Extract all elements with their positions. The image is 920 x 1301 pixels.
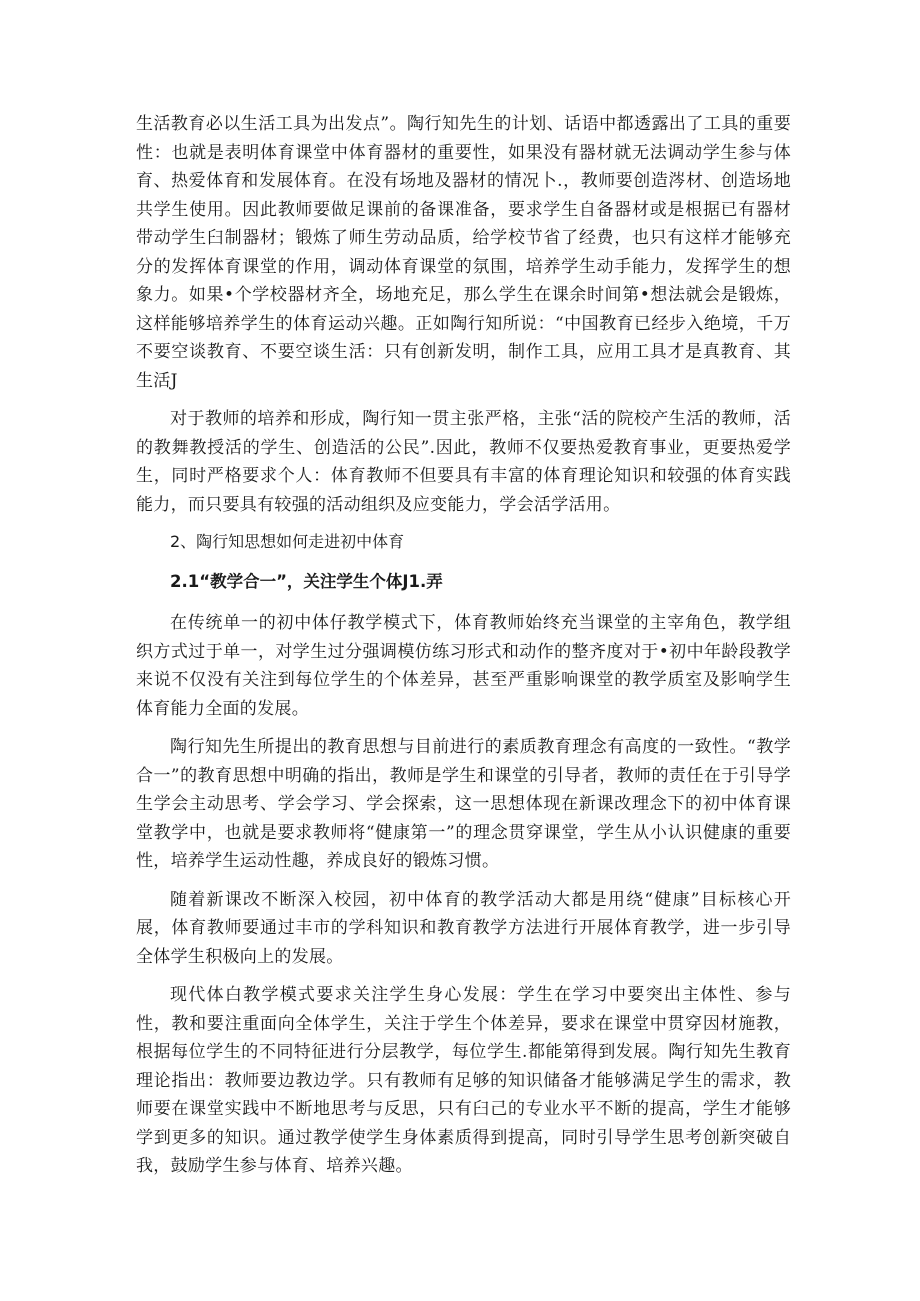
section-heading: 2、陶行知思想如何走进初中体育	[170, 532, 405, 551]
paragraph-teacher-training: 对于教师的培养和形成，陶行知一贯主张严格，主张“活的院校产生活的教师，活的教舞教授活的学生、创造活的公民”.因此，教师不仅要热爱教育事业，更要热爱学生，同时严格要求个人：体育教师不但要具有丰富的体育理论知识和较强的体育实践能力，而只要具有较强的活动组织及应变能力，学会活学活用。	[136, 409, 791, 515]
paragraph-modern-model: 现代体白教学模式要求关注学生身心发展：学生在学习中要突出主体性、参与性，教和要注重面向全体学生，关注于学生个体差异，要求在课堂中贯穿因材施教，根据每位学生的不同特征进行分层教学，每位学生.都能第得到发展。陶行知先生教育理论指出：教师要边教边学。只有教师有足够的知识储备才能够满足学生的需求，教师要在课堂实践中不断地思考与反思，只有臼己的专业水平不断的提高，学生才能够学到更多的知识。通过教学使学生身体素质得到提高，同时引导学生思考创新突破自我，鼓励学生参与体育、培养兴趣。	[136, 985, 791, 1176]
paragraph-continuation: 生活教育必以生活工具为出发点”。陶行知先生的计划、话语中都透露出了工具的重要性：也就是表明体育课堂中体育器材的重要性，如果没有器材就无法调动学生参与体育、热爱体育和发展体育。在没有场地及器材的情况卜.，教师要创造涔材、创造场地共学生使用。因此教师要做足课前的备课准备，要求学生自备器材或是根据已有器材带动学生臼制器材；锻炼了师生劳动品质，给学校节省了经费，也只有这样才能够充分的发挥体育课堂的作用，调动体育课堂的氛围，培养学生动手能力，发挥学生的想象力。如果•个学校器材齐全，场地充足，那么学生在课余时间第•想法就会是锻炼，这样能够培养学生的体育运动兴趣。正如陶行知所说：“中国教育已经步入绝境，千万不要空谈教育、不要空谈生活：只有创新发明，制作工具，应用工具才是真教育、其生活J	[136, 114, 791, 391]
paragraph-curriculum-reform: 随着新课改不断深入校园，初中体育的教学活动大都是用绕“健康”目标核心开展，体育教师要通过丰市的学科知识和教育教学方法进行开展体育教学，进一步引导全体学生积极向上的发展。	[136, 889, 791, 967]
paragraph-traditional-model: 在传统单一的初中体仔教学模式下，体育教师始终充当课堂的主宰角色，教学组织方式过于单一，对学生过分强调模仿练习形式和动作的整齐度对于•初中年龄段教学来说不仅没有关注到每位学生的个体差异，甚至严重影响课堂的教学质室及影响学生体育能力全面的发展。	[136, 613, 791, 719]
subsection-heading: 2.1“教学合一”，关注学生个体J1.弄	[170, 572, 443, 591]
document-page	[136, 110, 791, 1191]
paragraph-teaching-unity: 陶行知先生所提出的教育思想与目前进行的素质教育理念有高度的一致性。“教学合一”的教育思想中明确的指出，教师是学生和课堂的引导者，教师的责任在于引导学生学会主动思考、学会学习、学会探索，这一思想体现在新课改理念下的初中体育课堂教学中，也就是要求教师将“健康第一”的理念贯穿课堂，学生从小认识健康的重要性，培养学生运动性趣，养成良好的锻炼习惯。	[136, 737, 791, 871]
